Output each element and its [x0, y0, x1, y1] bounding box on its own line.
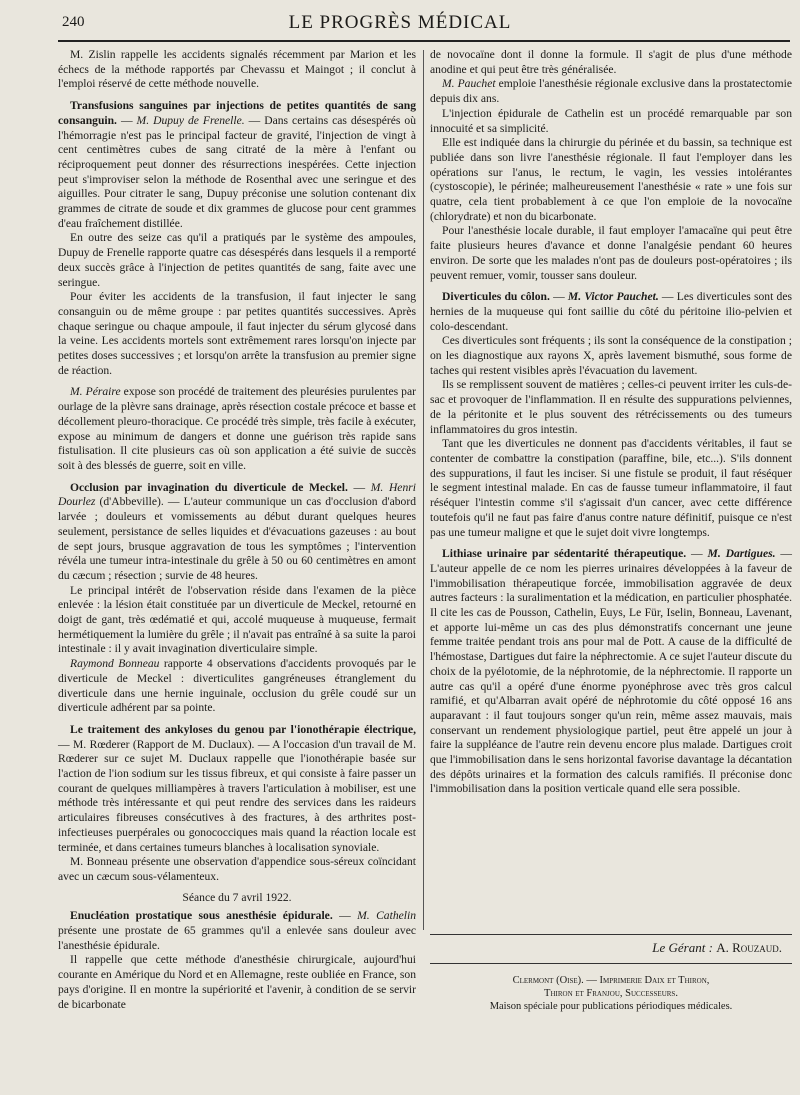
section-text: Les diverticules sont des hernies de la muqueuse qui font saillie du côté du péritoine ilio-pelvien et colo-descendant.: [430, 290, 792, 333]
section-text: emploie l'anesthésie régionale exclusive dans la prostatectomie depuis dix ans.: [430, 77, 792, 106]
section-text: rapporte 4 observations d'accidents provoqués par le diverticule de Meckel : diverticulites gangréneuses étranglement du diverticule dans une hernie inguinale, occlusion du grêle coudé sur un diverticule adhérent par sa pointe.: [58, 657, 416, 715]
section-author: M. Rœderer: [72, 737, 130, 751]
paragraph: de novocaïne dont il donne la formule. Il s'agit de plus d'une méthode anodine et qui peut être très généralisée.: [430, 48, 792, 76]
section-text: Dans certains cas désespérés où l'hémorragie n'est pas le principal facteur de gravité, l'injection de vingt à cent centimètres cubes de sang citraté de la mère à l'enfant ou réciproquement peut donner des résurrections inespérées. Cette injection peut s'improviser selon la méthode de Rosenthal avec une seringue et des aiguilles. Pour citrater le sang, Dupuy préconise une solution contenant dix grammes de citrate de soude et dix grammes de glucose pour cent grammes d'eau fraîchement distillée.: [58, 113, 417, 230]
paragraph: M. Zislin rappelle les accidents signalés récemment par Marion et les échecs de la méthode rapportés par Chevassu et Maingot ; il conclut à l'emploi réservé de cette méthode nouvelle.: [58, 48, 416, 91]
section-text: (d'Abbeville). — L'auteur communique un cas d'occlusion d'abord larvée ; douleurs et vomissements au début durant quelques heures seulement, persistance de selles liquides et d'évacuations gazeuses : au bout de sept jours, brusque aggravation de tous les symptômes ; l'intervention révéla une tumeur intra-intestinale du grêle à 50 ou 60 centimètres en amont du cæcum ; résection ; survie de 48 heures.: [58, 495, 417, 582]
gerant-name: A. Rouzaud.: [716, 940, 782, 956]
section-text: (Rapport de M. Duclaux). — A l'occasion d'un travail de M. Rœderer sur ce sujet M. Duclaux rappelle que l'ionothérapie basée sur l'action de l'ion sodium sur les tissus fibreux, et qui consiste à faire passer un courant de quelques milliampères à travers l'articulation à mobiliser, est une méthode très intéressante et qui peut rendre des services dans les raideurs articulaires fibreuses consécutives à des fractures, à des arthrites post-infectieuses puerpérales ou gonococciques mais quand la réaction locale est terminée, et dans certaines tumeurs blanches à localisation synoviale.: [58, 737, 416, 854]
section-author: M. Péraire: [70, 385, 121, 399]
paragraph: Ils se remplissent souvent de matières ; celles-ci peuvent irriter les culs-de-sac et provoquer de l'inflammation. Il en résulte des suppurations pelviennes, de la péritonite et le plus souvent des rétrécissements ou des tumeurs inflammatoires du gros intestin.: [430, 378, 792, 436]
page-number: 240: [62, 14, 85, 30]
section-text: présente une prostate de 65 grammes qu'il a enlevée sans douleur avec l'anesthésie épidurale.: [58, 924, 416, 952]
section-text: L'auteur appelle de ce nom les pierres urinaires développées à la faveur de l'immobilisation thérapeutique forcée, immobilisation aggravée de deux autres facteurs : la suralimentation et la médication, en particulier phosphatée. Il cite les cas de Pousson, Cathelin, Euys, Le Für, Iselin, Bonneau, Lavenant, et apporte lui-même un cas des plus démonstratifs concernant une jeune femme traitée pendant trois ans pour mal de Pott. A cause de la difficulté de l'hémostase, Dartigues dut faire la néphrectomie. A ce sujet l'auteur discute du choix de la pyélotomie, de la néphrotomie, de la néphrectomie. Il rapporte un autre cas qu'il a opéré d'une énorme pyonéphrose avec très gros calcul ramifié, et qu'Albarran avait opéré de néphrotomie du côté opposé 16 ans auparavant : il faut toujours songer qu'un rein, même assez mauvais, mais conservant un rendement physiologique partiel, peut être appelé un jour à faire la suppléance de l'autre rein devenu encore plus malade. Dartigues croit que l'immobilisation dans le sens horizontal favorise davantage la décantation des dépôts urinaires et la formation des calculs ramifiés. Il préconise donc l'immobilisation dans la position verticale quand elle sera possible.: [430, 561, 792, 796]
section-title: Le traitement des ankyloses du genou par l'ionothérapie électrique,: [70, 722, 416, 736]
section-pleuresies: [58, 385, 416, 473]
printer-imprint: [430, 974, 792, 1013]
blank-space: [430, 797, 792, 927]
paragraph: Le principal intérêt de l'observation réside dans l'examen de la pièce enlevée : la lésion était constituée par un diverticule de Meckel, retourné en doigt de gant, très œdématié et qui, accolé muqueuse à muqueuse, fermait hermétiquement la lumière du grêle ; il n'avait pas entraîné à sa suite la paroi intestinale : il y avait invagination diverticulaire simple.: [58, 583, 416, 656]
section-enucleation: Enucléation prostatique sous anesthésie épidurale. — M. Cathelin présente une prostate de 65 grammes qu'il a enlevée sans douleur avec l'anesthésie épidurale.: [58, 909, 417, 952]
paragraph: Il rappelle que cette méthode d'anesthésie chirurgicale, aujourd'hui courante en Amérique du Nord et en Allemagne, reste oubliée en France, son pays d'origine. Il en montre la supériorité et l'avenir, à condition de se servir de bicarbonate: [58, 953, 416, 1011]
printer-line: Clermont (Oise). — Imprimerie Daix et Thiron,: [512, 974, 710, 986]
section-author: Raymond Bonneau: [70, 657, 160, 671]
paragraph-pauchet: [430, 77, 792, 106]
section-author: M. Cathelin: [357, 909, 417, 923]
gerant-label: Le Gérant :: [652, 940, 713, 956]
paragraph: L'injection épidurale de Cathelin est un procédé remarquable par son innocuité et sa simplicité.: [430, 106, 792, 135]
section-author: M. Dartigues.: [707, 547, 776, 561]
header-rule: [58, 40, 790, 42]
paragraph: M. Bonneau présente une observation d'appendice sous-séreux coïncidant avec un cæcum sous-vélamenteux.: [58, 855, 416, 883]
section-author: M. Henri Dourlez: [58, 480, 416, 509]
paragraph: En outre des seize cas qu'il a pratiqués par le système des ampoules, Dupuy de Frenelle rapporte quatre cas désespérés dans lesquels il a remporté deux succès grâce à l'injection de petites quantités de sang, faite avec une seringue.: [58, 231, 416, 289]
footer-rule-2: [430, 963, 792, 964]
right-column: [430, 48, 792, 1013]
paragraph: Pour l'anesthésie locale durable, il faut employer l'amacaïne qui peut être faite plusieurs heures d'avance et donne l'analgésie pendant 60 heures environ. De sorte que les malades n'ont pas de douleurs post-opératoires ; ils peuvent remuer, vomir, tousser sans douleur.: [430, 224, 792, 282]
section-title: Diverticules du côlon.: [442, 290, 550, 304]
paragraph: Ces diverticules sont fréquents ; ils sont la conséquence de la constipation ; on les diagnostique aux rayons X, après lavement bismuthé, sous forme de taches qui restent visibles après l'évacuation du lavement.: [430, 334, 792, 377]
section-lithiase: Lithiase urinaire par sédentarité thérapeutique. — M. Dartigues. — L'auteur appelle de ce nom les pierres urinaires développées à la faveur de l'immobilisation thérapeutique forcée, immobilisation aggravée de deux autres facteurs : la suralimentation et la médication, en particulier phosphatée. Il cite les cas de Pousson, Cathelin, Euys, Le Für, Iselin, Bonneau, Lavenant, et apporte lui-même un cas des plus démonstratifs concernant une jeune femme traitée pendant trois ans pour mal de Pott. A cause de la difficulté de l'hémostase, Dartigues dut faire la néphrectomie. A ce sujet l'auteur discute du choix de la pyélotomie, de la néphrotomie, de la néphrectomie. Il rapporte un autre cas qu'il a opéré d'une énorme pyonéphrose avec très gros calcul ramifié, et qu'Albarran avait opéré de néphrotomie du côté opposé 16 ans auparavant : il faut toujours songer qu'un rein, même assez mauvais, mais conservant un rendement physiologique partiel, peut être appelé un jour à faire la suppléance de l'autre rein devenu encore plus malade. Dartigues croit que l'immobilisation dans le sens horizontal favorise davantage la décantation des dépôts urinaires et la formation des calculs ramifiés. Il préconise donc l'immobilisation dans la position verticale quand elle sera possible.: [430, 547, 792, 796]
section-title: Transfusions sanguines par injections de petites quantités de sang consanguin.: [58, 99, 416, 127]
section-transfusions: Transfusions sanguines par injections de petites quantités de sang consanguin. — M. Dupuy de Frenelle. — Dans certains cas désespérés où l'hémorragie n'est pas le principal facteur de gravité, l'injection de vingt à cent centimètres cubes de sang citraté de la mère à l'enfant ou réciproquement peut donner des résurrections inespérées. Cette injection peut s'improviser selon la méthode de Rosenthal avec une seringue et des aiguilles. Pour citrater le sang, Dupuy préconise une solution contenant dix grammes de citrate de soude et dix grammes de glucose pour cent grammes d'eau fraîchement distillée.: [58, 99, 417, 230]
section-title: Lithiase urinaire par sédentarité thérapeutique.: [442, 547, 687, 561]
section-author: M. Pauchet: [442, 77, 496, 91]
journal-title: LE PROGRÈS MÉDICAL: [288, 12, 512, 33]
section-bonneau: [58, 657, 416, 716]
section-author: M. Victor Pauchet.: [567, 290, 659, 304]
section-author: M. Dupuy de Frenelle.: [136, 113, 245, 127]
footer-rule: [430, 934, 792, 935]
seance-heading: Séance du 7 avril 1922.: [182, 890, 292, 904]
section-title: Occlusion par invagination du diverticule de Meckel.: [70, 480, 348, 494]
gerant-line: [430, 941, 792, 956]
paragraph: Pour éviter les accidents de la transfusion, il faut injecter le sang consanguin ou de même groupe : par petites quantités successives. Après chaque seringue ou chaque ampoule, il faut injecter du sérum glycosé dans la veine. Les accidents mortels sont extrêmement rares lorsqu'on injecte par petites doses successives ; et lorsqu'on arrête la transfusion au premier signe de réaction.: [58, 290, 416, 377]
section-diverticules: Diverticules du côlon. — M. Victor Pauchet. — Les diverticules sont des hernies de la muqueuse qui font saillie du côté du péritoine ilio-pelvien et colo-descendant.: [430, 290, 792, 333]
column-divider: [423, 50, 424, 930]
paragraph: Tant que les diverticules ne donnent pas d'accidents véritables, il faut se contenter de combattre la constipation (paraffine, bile, etc...). S'ils donnent des suppurations, il faut les inciser. Si une fistule se produit, il faut réséquer le segment intestinal malade. En cas de fausse tumeur inflammatoire, il faut réséquer l'intestin comme s'il s'agissait d'un cancer, avec cette différence toutefois qu'il ne faut pas faire d'anus contre nature définitif, puisque ce n'est pas une tumeur maligne et que le sujet doit vivre longtemps.: [430, 437, 792, 539]
section-title: Enucléation prostatique sous anesthésie épidurale.: [70, 909, 333, 923]
left-column: [58, 48, 416, 1012]
printer-line: Thiron et Franjou, Successeurs.: [544, 987, 678, 999]
section-text: expose son procédé de traitement des pleurésies purulentes par ourlage de la plèvre sans drainage, après résection costale précoce et basse et décollement pleuro-thoracique. Ce procédé très simple, très facile à exécuter, expose au minimum de dangers et donne une guérison très rapide sans fistulisation. Il cite plusieurs cas où son application a été suivie de succès soit à des blessés de guerre, soit en ville.: [58, 385, 416, 472]
section-ankyloses: Le traitement des ankyloses du genou par l'ionothérapie électrique, — M. Rœderer (Rapport de M. Duclaux). — A l'occasion d'un travail de M. Rœderer sur ce sujet M. Duclaux rappelle que l'ionothérapie basée sur l'action de l'ion sodium sur les tissus fibreux, et qui consiste à faire passer un courant de quelques milliampères à travers l'articulation à mobiliser, est une méthode très intéressante et qui peut rendre des services dans les raideurs articulaires fibreuses consécutives à des fractures, à des arthrites post-infectieuses puerpérales ou gonococciques mais quand la réaction locale est terminée, et dans certaines tumeurs blanches à localisation synoviale.: [58, 722, 416, 854]
paragraph: Elle est indiquée dans la chirurgie du périnée et du bassin, sa technique est publiée dans son livre l'anesthésie régionale. Il faut l'employer dans les opérations sur l'anus, le rectum, le vagin, les vessies intolérantes (cystoscopie), le périnée; malheureusement l'anesthésie « rate » une fois sur quatre, cela tient probablement à ce que l'on emploie de la novocaïne (chlorydrate) et non du bicarbonate.: [430, 136, 792, 223]
section-meckel: Occlusion par invagination du diverticule de Meckel. — M. Henri Dourlez (d'Abbeville). — L'auteur communique un cas d'occlusion d'abord larvée ; douleurs et vomissements au début durant quelques heures seulement, persistance de selles liquides et d'évacuations gazeuses : au bout de sept jours, brusque aggravation de tous les symptômes ; l'intervention révéla une tumeur intra-intestinale du grêle à 50 ou 60 centimètres en amont du cæcum ; résection ; survie de 48 heures.: [58, 480, 417, 582]
printer-line: Maison spéciale pour publications périodiques médicales.: [489, 1000, 733, 1012]
page-header: [0, 0, 800, 40]
